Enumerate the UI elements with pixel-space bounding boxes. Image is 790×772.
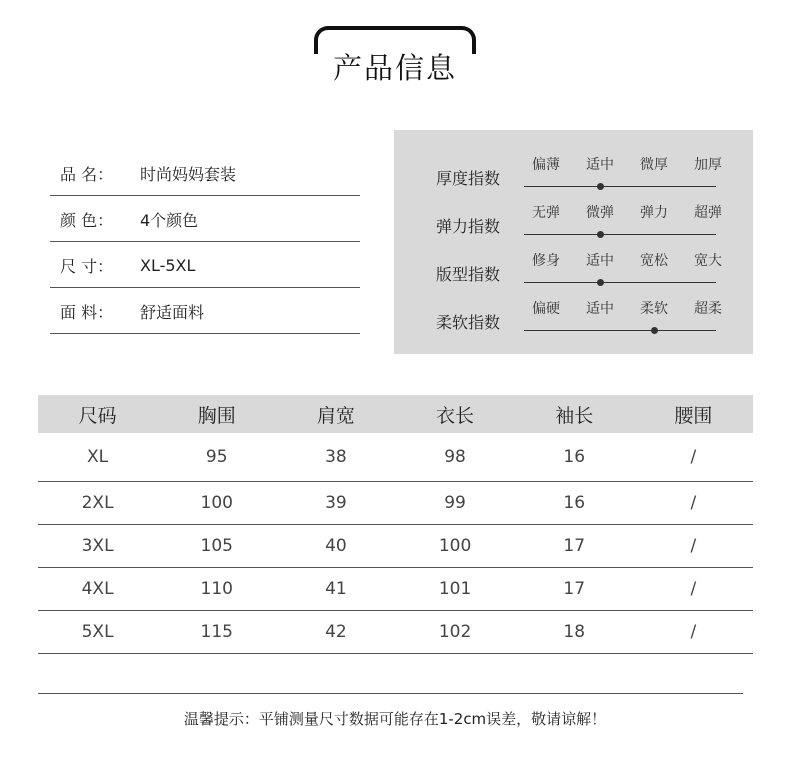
table-cell: / [634, 611, 753, 654]
index-option: 适中 [586, 253, 614, 269]
table-cell: 102 [395, 611, 514, 654]
divider [38, 693, 743, 694]
index-options [532, 202, 722, 222]
index-row-fit [394, 234, 753, 282]
table-cell: 41 [276, 568, 395, 611]
table-cell: 110 [157, 568, 276, 611]
table-cell: 4XL [38, 568, 157, 611]
index-row-softness [394, 282, 753, 330]
index-option: 偏薄 [532, 157, 560, 173]
table-cell: / [634, 525, 753, 568]
size-table [38, 395, 753, 654]
col-header: 肩宽 [276, 395, 395, 433]
index-label: 版型指数 [436, 265, 501, 284]
index-options [532, 154, 722, 174]
table-cell: 39 [276, 482, 395, 525]
table-cell: 38 [276, 433, 395, 482]
index-marker [651, 327, 658, 334]
info-value: 时尚妈妈套装 [140, 165, 237, 184]
col-header: 尺码 [38, 395, 157, 433]
table-row [38, 611, 753, 654]
index-option: 超弹 [694, 205, 722, 221]
info-row-size [50, 242, 360, 288]
table-cell: 16 [515, 482, 634, 525]
info-value: XL-5XL [140, 256, 196, 275]
index-label: 弹力指数 [436, 217, 501, 236]
table-cell: 100 [395, 525, 514, 568]
info-row-name [50, 150, 360, 196]
index-option: 宽大 [694, 253, 722, 269]
table-cell: / [634, 482, 753, 525]
info-label: 颜 色： [60, 211, 114, 230]
table-cell: / [634, 433, 753, 482]
table-cell: 2XL [38, 482, 157, 525]
table-row [38, 433, 753, 482]
col-header: 胸围 [157, 395, 276, 433]
page-title: 产品信息 [332, 51, 457, 85]
index-option: 无弹 [532, 205, 560, 221]
info-value: 4个颜色 [140, 211, 199, 230]
index-option: 柔软 [640, 301, 668, 317]
index-option: 微弹 [586, 205, 614, 221]
index-option: 微厚 [640, 157, 668, 173]
size-table-header [38, 395, 753, 433]
table-row [38, 568, 753, 611]
table-cell: 98 [395, 433, 514, 482]
table-cell: 3XL [38, 525, 157, 568]
index-option: 加厚 [694, 157, 722, 173]
fabric-index-panel [394, 130, 753, 354]
table-cell: 42 [276, 611, 395, 654]
table-cell: 17 [515, 525, 634, 568]
table-cell: 17 [515, 568, 634, 611]
table-cell: 100 [157, 482, 276, 525]
table-cell: XL [38, 433, 157, 482]
index-option: 超柔 [694, 301, 722, 317]
product-info-list [50, 150, 360, 334]
col-header: 袖长 [515, 395, 634, 433]
table-cell: 101 [395, 568, 514, 611]
col-header: 衣长 [395, 395, 514, 433]
col-header: 腰围 [634, 395, 753, 433]
info-row-color [50, 196, 360, 242]
table-cell: 95 [157, 433, 276, 482]
table-cell: 16 [515, 433, 634, 482]
table-row [38, 525, 753, 568]
table-cell: 115 [157, 611, 276, 654]
index-option: 宽松 [640, 253, 668, 269]
index-row-elasticity [394, 186, 753, 234]
index-row-thickness [394, 138, 753, 186]
info-label: 尺 寸： [60, 257, 114, 276]
index-option: 修身 [532, 253, 560, 269]
index-option: 偏硬 [532, 301, 560, 317]
index-option: 适中 [586, 157, 614, 173]
table-cell: 40 [276, 525, 395, 568]
table-cell: 105 [157, 525, 276, 568]
index-option: 弹力 [640, 205, 668, 221]
table-cell: 5XL [38, 611, 157, 654]
table-cell: / [634, 568, 753, 611]
table-row [38, 482, 753, 525]
info-label: 面 料： [60, 303, 114, 322]
index-label: 柔软指数 [436, 313, 501, 332]
index-options [532, 250, 722, 270]
info-value: 舒适面料 [140, 303, 205, 322]
index-option: 适中 [586, 301, 614, 317]
info-row-fabric [50, 288, 360, 334]
info-label: 品 名： [60, 165, 114, 184]
table-cell: 99 [395, 482, 514, 525]
index-scale-line [524, 330, 716, 331]
table-cell: 18 [515, 611, 634, 654]
measurement-tip: 温馨提示：平铺测量尺寸数据可能存在1-2cm误差，敬请谅解！ [183, 710, 607, 728]
index-options [532, 298, 722, 318]
index-label: 厚度指数 [436, 169, 501, 188]
